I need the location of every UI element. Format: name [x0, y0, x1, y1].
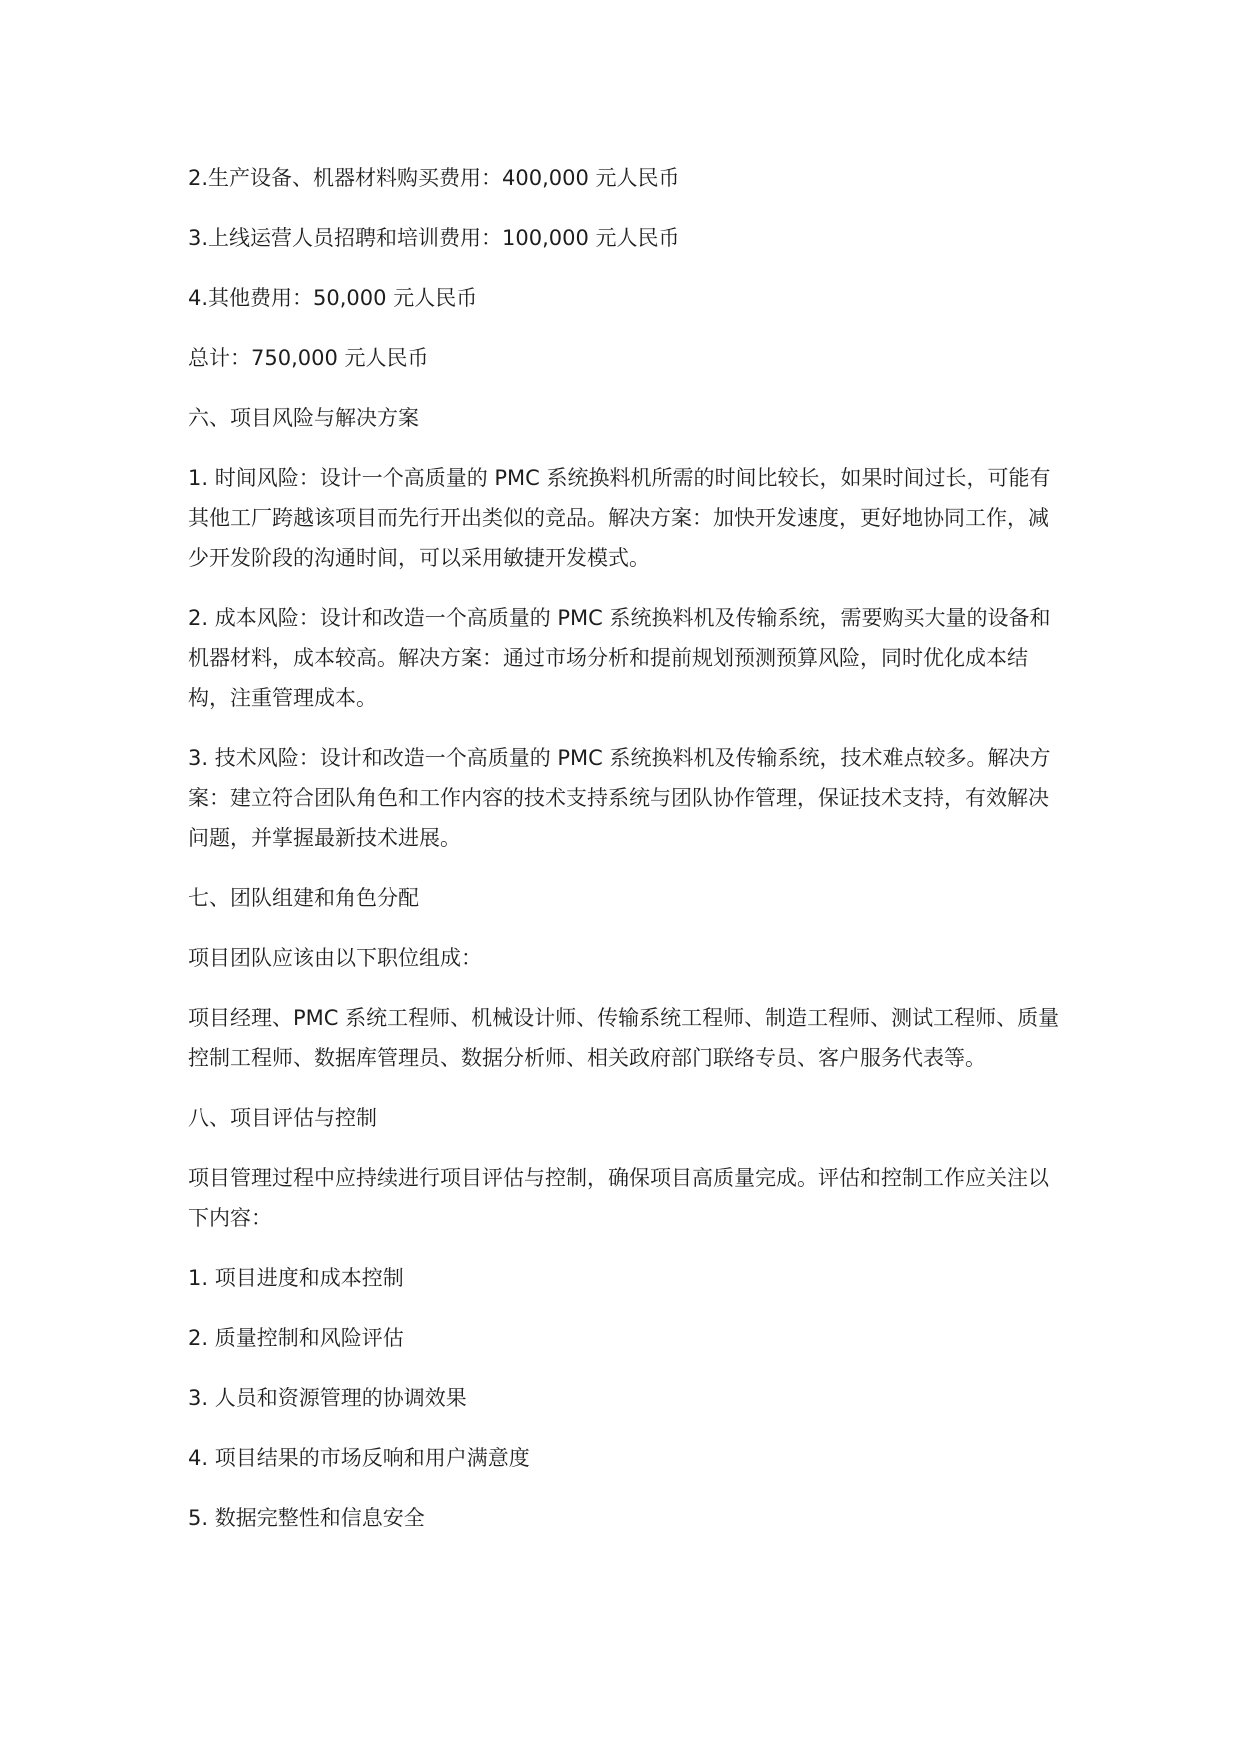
- list-item-progress-cost: 1. 项目进度和成本控制: [188, 1266, 404, 1290]
- section-heading-risks: 六、项目风险与解决方案: [188, 406, 419, 430]
- paragraph-evaluation-intro: 项目管理过程中应持续进行项目评估与控制，确保项目高质量完成。评估和控制工作应关注以下内容：: [188, 1166, 1049, 1230]
- list-item-data-security: 5. 数据完整性和信息安全: [188, 1506, 425, 1530]
- paragraph-training-cost: 3.上线运营人员招聘和培训费用：100,000 元人民币: [188, 226, 680, 250]
- list-item-resources: 3. 人员和资源管理的协调效果: [188, 1386, 467, 1410]
- paragraph-equipment-cost: 2.生产设备、机器材料购买费用：400,000 元人民币: [188, 166, 680, 190]
- paragraph-time-risk: 1. 时间风险：设计一个高质量的 PMC 系统换料机所需的时间比较长，如果时间过长，可能有其他工厂跨越该项目而先行开出类似的竞品。解决方案：加快开发速度，更好地协同工作，减少开发阶段的沟通时间，可以采用敏捷开发模式。: [188, 466, 1051, 570]
- section-heading-team: 七、团队组建和角色分配: [188, 886, 419, 910]
- paragraph-team-intro: 项目团队应该由以下职位组成：: [188, 946, 482, 970]
- section-heading-evaluation: 八、项目评估与控制: [188, 1106, 377, 1130]
- paragraph-team-roles: 项目经理、PMC 系统工程师、机械设计师、传输系统工程师、制造工程师、测试工程师、质量控制工程师、数据库管理员、数据分析师、相关政府部门联络专员、客户服务代表等。: [188, 1006, 1060, 1070]
- list-item-market-feedback: 4. 项目结果的市场反响和用户满意度: [188, 1446, 530, 1470]
- paragraph-other-cost: 4.其他费用：50,000 元人民币: [188, 286, 478, 310]
- paragraph-cost-risk: 2. 成本风险：设计和改造一个高质量的 PMC 系统换料机及传输系统，需要购买大量的设备和机器材料，成本较高。解决方案：通过市场分析和提前规划预测预算风险，同时优化成本结构，注重管理成本。: [188, 606, 1051, 710]
- list-item-quality-risk: 2. 质量控制和风险评估: [188, 1326, 404, 1350]
- paragraph-total-cost: 总计：750,000 元人民币: [188, 346, 429, 370]
- paragraph-tech-risk: 3. 技术风险：设计和改造一个高质量的 PMC 系统换料机及传输系统，技术难点较多。解决方案：建立符合团队角色和工作内容的技术支持系统与团队协作管理，保证技术支持，有效解决问题，并掌握最新技术进展。: [188, 746, 1051, 850]
